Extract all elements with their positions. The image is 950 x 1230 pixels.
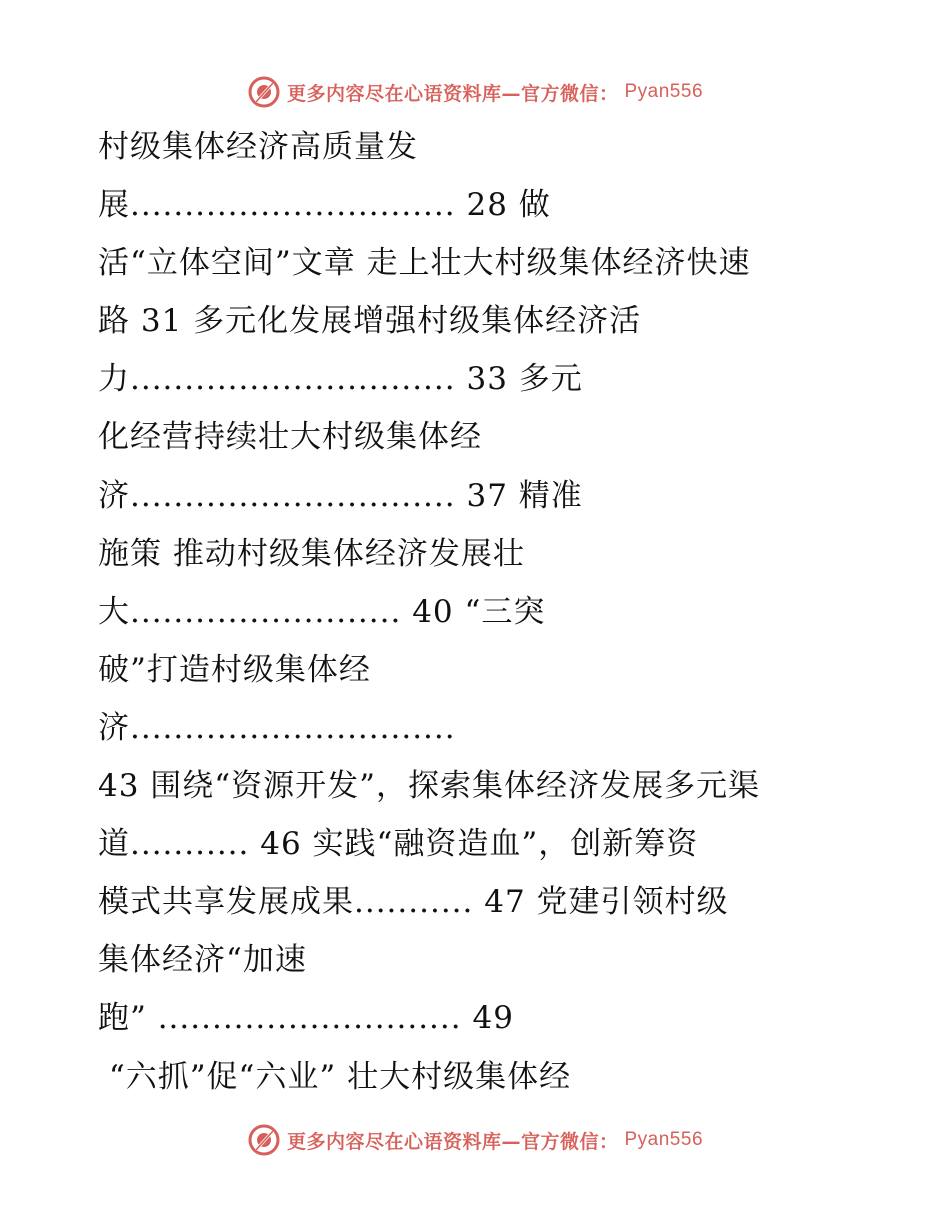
watermark-logo-icon	[247, 75, 281, 109]
toc-line: 力.............................. 33 多元	[98, 361, 583, 398]
toc-line: “六抓”促“六业” 壮大村级集体经	[98, 1058, 572, 1095]
toc-line: 化经营持续壮大村级集体经	[98, 419, 482, 456]
toc-line: 济.............................. 37 精准	[98, 477, 583, 514]
toc-line: 路 31 多元化发展增强村级集体经济活	[98, 303, 642, 340]
watermark-handle: Pyan556	[624, 81, 704, 102]
toc-line: 破”打造村级集体经	[98, 651, 371, 688]
toc-line: 村级集体经济高质量发	[98, 129, 418, 165]
toc-line: 展.............................. 28 做	[98, 187, 551, 224]
watermark-logo-icon	[247, 1123, 281, 1157]
toc-line: 道........... 46 实践“融资造血”，创新筹资	[98, 826, 699, 863]
table-of-contents	[98, 118, 858, 1106]
watermark-header	[0, 72, 950, 112]
toc-line: 模式共享发展成果........... 47 党建引领村级	[98, 884, 729, 921]
watermark-footer	[0, 1120, 950, 1160]
toc-line: 跑” ............................ 49	[98, 1000, 514, 1037]
toc-line: 43 围绕“资源开发”，探索集体经济发展多元渠	[98, 768, 760, 805]
toc-line: 济..............................	[98, 709, 456, 746]
watermark-handle: Pyan556	[624, 1129, 704, 1150]
watermark-text: 更多内容尽在心语资料库—官方微信：	[286, 1130, 619, 1153]
toc-line: 集体经济“加速	[98, 942, 307, 979]
watermark-text: 更多内容尽在心语资料库—官方微信：	[286, 82, 619, 105]
toc-line: 大......................... 40 “三突	[98, 593, 546, 630]
toc-line: 活“立体空间”文章 走上壮大村级集体经济快速	[98, 245, 751, 282]
toc-line: 施策 推动村级集体经济发展壮	[98, 535, 525, 572]
